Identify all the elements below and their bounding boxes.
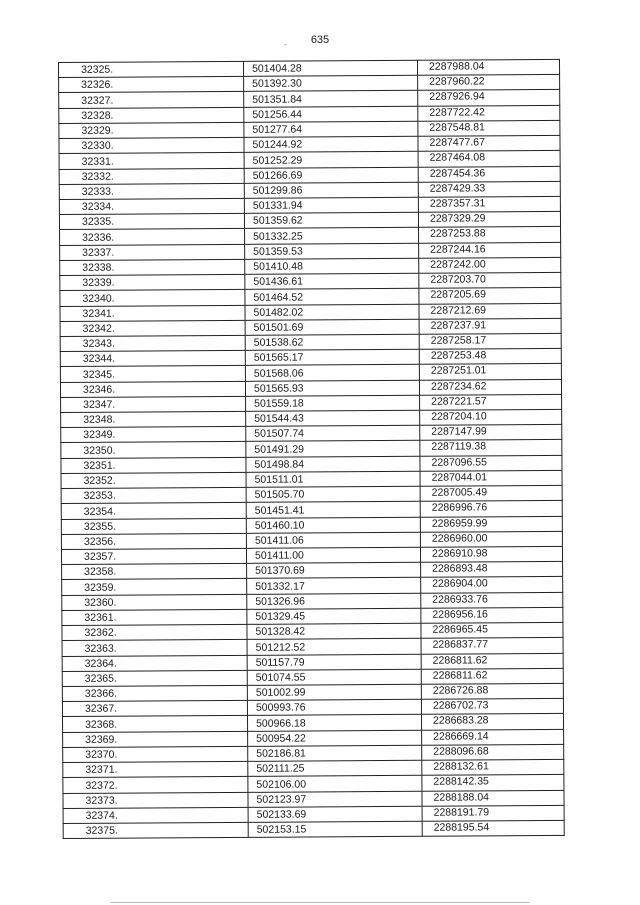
northing-cell: 2286837.77 xyxy=(421,638,563,654)
point-number-cell: 32337. xyxy=(60,244,245,260)
northing-cell: 2287722.42 xyxy=(418,105,560,121)
easting-cell: 501359.53 xyxy=(245,243,419,259)
point-number-cell: 32333. xyxy=(59,183,244,199)
northing-cell: 2287329.29 xyxy=(418,212,560,228)
easting-cell: 501544.43 xyxy=(246,410,420,426)
easting-cell: 501498.84 xyxy=(246,456,420,472)
point-number-cell: 32344. xyxy=(60,351,245,367)
easting-cell: 501359.62 xyxy=(244,212,418,228)
point-number-cell: 32353. xyxy=(61,487,246,503)
easting-cell: 501538.62 xyxy=(245,334,419,350)
point-number-cell: 32350. xyxy=(61,442,246,458)
easting-cell: 502153.15 xyxy=(248,821,422,837)
table-body xyxy=(59,59,565,838)
northing-cell: 2287044.01 xyxy=(420,470,562,486)
point-number-cell: 32338. xyxy=(60,259,245,275)
easting-cell: 502186.81 xyxy=(248,745,422,761)
northing-cell: 2288191.79 xyxy=(422,805,564,821)
northing-cell: 2286702.73 xyxy=(421,699,563,715)
easting-cell: 501157.79 xyxy=(247,654,421,670)
easting-cell: 501331.94 xyxy=(244,197,418,213)
northing-cell: 2286683.28 xyxy=(421,714,563,730)
northing-cell: 2288188.04 xyxy=(422,790,564,806)
easting-cell: 501266.69 xyxy=(244,167,418,183)
easting-cell: 502106.00 xyxy=(248,776,422,792)
easting-cell: 501511.01 xyxy=(246,471,420,487)
easting-cell: 501332.17 xyxy=(247,578,421,594)
point-number-cell: 32326. xyxy=(59,77,244,93)
easting-cell: 502111.25 xyxy=(248,760,422,776)
point-number-cell: 32351. xyxy=(61,457,246,473)
point-number-cell: 32325. xyxy=(59,61,244,77)
easting-cell: 501568.06 xyxy=(245,365,419,381)
northing-cell: 2286959.99 xyxy=(420,516,562,532)
easting-cell: 501329.45 xyxy=(247,608,421,624)
northing-cell: 2286956.16 xyxy=(421,607,563,623)
northing-cell: 2287119.38 xyxy=(420,440,562,456)
northing-cell: 2287253.48 xyxy=(419,349,561,365)
top-mark: - xyxy=(284,40,287,49)
point-number-cell: 32368. xyxy=(63,716,248,732)
point-number-cell: 32329. xyxy=(59,122,244,138)
easting-cell: 501451.41 xyxy=(246,502,420,518)
easting-cell: 501332.25 xyxy=(245,228,419,244)
northing-cell: 2287005.49 xyxy=(420,486,562,502)
point-number-cell: 32373. xyxy=(63,792,248,808)
point-number-cell: 32341. xyxy=(60,305,245,321)
point-number-cell: 32371. xyxy=(63,761,248,777)
northing-cell: 2288132.61 xyxy=(422,759,564,775)
easting-cell: 501074.55 xyxy=(247,669,421,685)
northing-cell: 2287960.22 xyxy=(418,75,560,91)
northing-cell: 2287212.69 xyxy=(419,303,561,319)
point-number-cell: 32349. xyxy=(61,427,246,443)
northing-cell: 2287234.62 xyxy=(419,379,561,395)
northing-cell: 2287988.04 xyxy=(417,59,559,75)
point-number-cell: 32327. xyxy=(59,92,244,108)
point-number-cell: 32345. xyxy=(60,366,245,382)
point-number-cell: 32370. xyxy=(63,746,248,762)
easting-cell: 501326.96 xyxy=(247,593,421,609)
northing-cell: 2287244.16 xyxy=(419,242,561,258)
northing-cell: 2287548.81 xyxy=(418,120,560,136)
point-number-cell: 32374. xyxy=(63,807,248,823)
easting-cell: 501277.64 xyxy=(244,121,418,137)
easting-cell: 501392.30 xyxy=(244,76,418,92)
northing-cell: 2287147.99 xyxy=(420,425,562,441)
point-number-cell: 32346. xyxy=(60,381,245,397)
northing-cell: 2286726.88 xyxy=(421,683,563,699)
northing-cell: 2287204.10 xyxy=(420,409,562,425)
point-number-cell: 32348. xyxy=(61,411,246,427)
bottom-rule xyxy=(110,902,530,903)
point-number-cell: 32332. xyxy=(59,168,244,184)
easting-cell: 501328.42 xyxy=(247,623,421,639)
page-number: 635 xyxy=(310,34,330,46)
northing-cell: 2286904.00 xyxy=(421,577,563,593)
point-number-cell: 32355. xyxy=(61,518,246,534)
point-number-cell: 32343. xyxy=(60,335,245,351)
point-number-cell: 32352. xyxy=(61,472,246,488)
easting-cell: 501252.29 xyxy=(244,152,418,168)
easting-cell: 501436.61 xyxy=(245,273,419,289)
easting-cell: 501507.74 xyxy=(246,426,420,442)
point-number-cell: 32366. xyxy=(62,685,247,701)
northing-cell: 2286933.76 xyxy=(421,592,563,608)
point-number-cell: 32336. xyxy=(60,229,245,245)
point-number-cell: 32347. xyxy=(61,396,246,412)
easting-cell: 501411.06 xyxy=(246,532,420,548)
point-number-cell: 32361. xyxy=(62,609,247,625)
table-row xyxy=(63,820,564,838)
northing-cell: 2287221.57 xyxy=(420,394,562,410)
easting-cell: 501464.52 xyxy=(245,289,419,305)
northing-cell: 2286910.98 xyxy=(420,546,562,562)
point-number-cell: 32367. xyxy=(62,701,247,717)
northing-cell: 2287096.55 xyxy=(420,455,562,471)
easting-cell: 502133.69 xyxy=(248,806,422,822)
easting-cell: 501370.69 xyxy=(247,563,421,579)
northing-cell: 2287237.91 xyxy=(419,318,561,334)
northing-cell: 2287251.01 xyxy=(419,364,561,380)
easting-cell: 501351.84 xyxy=(244,91,418,107)
easting-cell: 501299.86 xyxy=(244,182,418,198)
easting-cell: 501505.70 xyxy=(246,486,420,502)
easting-cell: 501410.48 xyxy=(245,258,419,274)
northing-cell: 2287258.17 xyxy=(419,333,561,349)
coordinate-table-container xyxy=(58,59,565,839)
easting-cell: 501002.99 xyxy=(247,684,421,700)
northing-cell: 2287357.31 xyxy=(418,196,560,212)
northing-cell: 2286960.00 xyxy=(420,531,562,547)
point-number-cell: 32372. xyxy=(63,777,248,793)
easting-cell: 501559.18 xyxy=(246,395,420,411)
easting-cell: 502123.97 xyxy=(248,791,422,807)
northing-cell: 2287429.33 xyxy=(418,181,560,197)
easting-cell: 501244.92 xyxy=(244,136,418,152)
easting-cell: 501212.52 xyxy=(247,639,421,655)
point-number-cell: 32369. xyxy=(63,731,248,747)
easting-cell: 501404.28 xyxy=(243,60,417,76)
northing-cell: 2287926.94 xyxy=(418,90,560,106)
point-number-cell: 32340. xyxy=(60,290,245,306)
northing-cell: 2286811.62 xyxy=(421,653,563,669)
point-number-cell: 32362. xyxy=(62,624,247,640)
point-number-cell: 32357. xyxy=(61,548,246,564)
easting-cell: 500966.18 xyxy=(247,715,421,731)
point-number-cell: 32354. xyxy=(61,503,246,519)
point-number-cell: 32358. xyxy=(62,564,247,580)
northing-cell: 2287242.00 xyxy=(419,257,561,273)
point-number-cell: 32330. xyxy=(59,137,244,153)
easting-cell: 500954.22 xyxy=(248,730,422,746)
northing-cell: 2286811.62 xyxy=(421,668,563,684)
northing-cell: 2287477.67 xyxy=(418,136,560,152)
point-number-cell: 32356. xyxy=(61,533,246,549)
easting-cell: 501501.69 xyxy=(245,319,419,335)
northing-cell: 2286996.76 xyxy=(420,501,562,517)
northing-cell: 2287253.88 xyxy=(419,227,561,243)
point-number-cell: 32360. xyxy=(62,594,247,610)
point-number-cell: 32331. xyxy=(59,153,244,169)
point-number-cell: 32364. xyxy=(62,655,247,671)
northing-cell: 2287454.36 xyxy=(418,166,560,182)
easting-cell: 501411.00 xyxy=(246,547,420,563)
easting-cell: 500993.76 xyxy=(247,699,421,715)
point-number-cell: 32335. xyxy=(59,214,244,230)
northing-cell: 2287205.69 xyxy=(419,288,561,304)
point-number-cell: 32363. xyxy=(62,640,247,656)
coordinate-table xyxy=(58,59,565,839)
point-number-cell: 32328. xyxy=(59,107,244,123)
northing-cell: 2286669.14 xyxy=(422,729,564,745)
northing-cell: 2288195.54 xyxy=(422,820,564,836)
northing-cell: 2287464.08 xyxy=(418,151,560,167)
easting-cell: 501460.10 xyxy=(246,517,420,533)
northing-cell: 2286965.45 xyxy=(421,623,563,639)
easting-cell: 501565.93 xyxy=(245,380,419,396)
easting-cell: 501565.17 xyxy=(245,349,419,365)
easting-cell: 501482.02 xyxy=(245,304,419,320)
northing-cell: 2288096.68 xyxy=(422,744,564,760)
point-number-cell: 32365. xyxy=(62,670,247,686)
point-number-cell: 32342. xyxy=(60,320,245,336)
northing-cell: 2286893.48 xyxy=(421,562,563,578)
easting-cell: 501256.44 xyxy=(244,106,418,122)
northing-cell: 2288142.35 xyxy=(422,775,564,791)
point-number-cell: 32339. xyxy=(60,274,245,290)
point-number-cell: 32375. xyxy=(63,822,248,838)
point-number-cell: 32359. xyxy=(62,579,247,595)
point-number-cell: 32334. xyxy=(59,198,244,214)
easting-cell: 501491.29 xyxy=(246,441,420,457)
northing-cell: 2287203.70 xyxy=(419,272,561,288)
